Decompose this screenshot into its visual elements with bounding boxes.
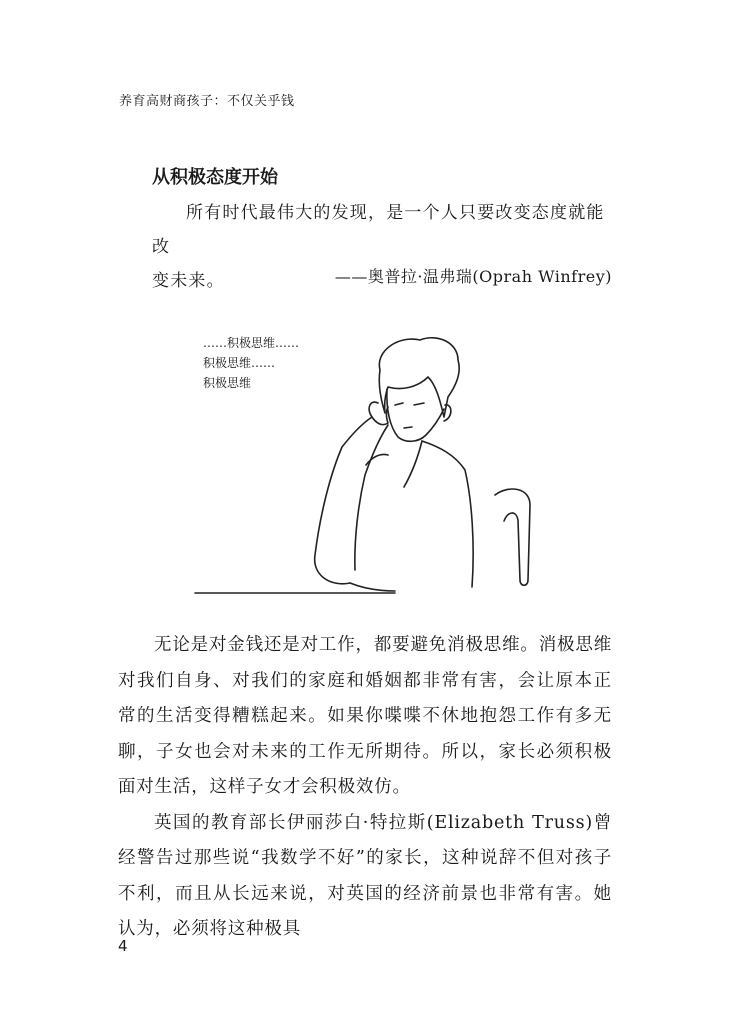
quote-line-1: 所有时代最伟大的发现，是一个人只要改变态度就能改 bbox=[152, 203, 605, 257]
thought-line-2: 积极思维…… bbox=[203, 356, 276, 370]
mouth bbox=[404, 427, 412, 428]
page-number: 4 bbox=[118, 937, 128, 955]
body-text bbox=[118, 628, 612, 948]
thought-line-1: ……积极思维…… bbox=[203, 336, 300, 350]
thought-line-3: 积极思维 bbox=[203, 376, 252, 390]
eye-left bbox=[395, 403, 403, 405]
section-title: 从积极态度开始 bbox=[152, 167, 278, 188]
quote-line-2: 变未来。 bbox=[152, 271, 225, 291]
arm-inner bbox=[355, 425, 388, 570]
shoulder bbox=[422, 441, 473, 587]
chair-back bbox=[495, 489, 530, 585]
eye-right bbox=[414, 403, 424, 405]
paragraph-1: 无论是对金钱还是对工作，都要避免消极思维。消极思维对我们自身、对我们的家庭和婚姻都非常有害，会让原本正常的生活变得糟糕起来。如果你喋喋不休地抱怨工作有多无聊，子女也会对未来的工作无所期待。所以，家长必须积极面对生活，这样子女才会积极效仿。 bbox=[118, 635, 612, 797]
collar bbox=[404, 441, 422, 487]
face bbox=[387, 389, 444, 441]
arm-raised bbox=[315, 417, 372, 584]
thought-text bbox=[203, 333, 299, 393]
torso-left bbox=[350, 583, 395, 591]
paragraph-2: 英国的教育部长伊丽莎白·特拉斯(Elizabeth Truss)曾经警告过那些说“我数学不好”的家长，这种说辞不但对孩子不利，而且从长远来说，对英国的经济前景也非常有害。她认为，必须将这种极具 bbox=[118, 812, 612, 939]
running-head: 养育高财商孩子：不仅关乎钱 bbox=[119, 94, 295, 109]
quote-attribution: ——奥普拉·温弗瑞(Oprah Winfrey) bbox=[334, 267, 612, 286]
